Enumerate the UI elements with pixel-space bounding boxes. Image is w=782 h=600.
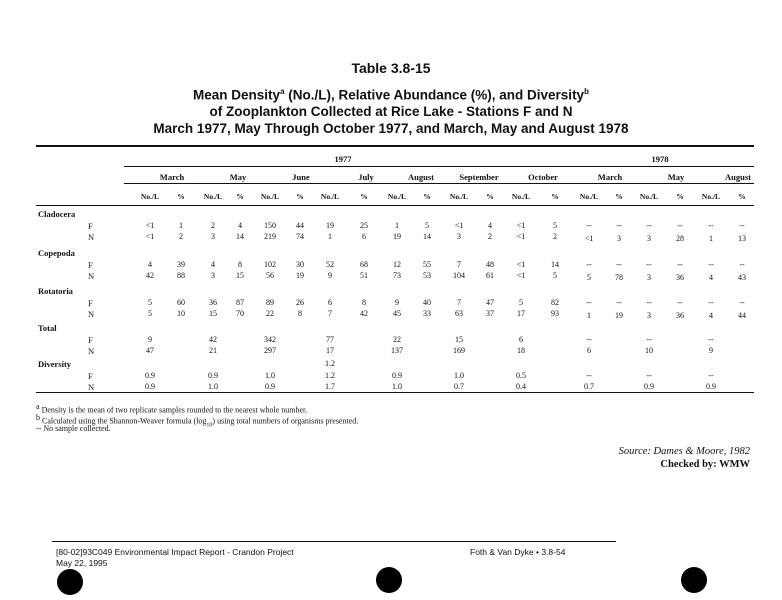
table-cell: 7	[457, 260, 461, 269]
column-subheader: %	[551, 192, 559, 201]
table-cell: 8	[298, 309, 302, 318]
year-1978: 1978	[651, 154, 669, 164]
table-cell: --	[586, 298, 592, 307]
column-subheader: %	[486, 192, 494, 201]
month-header: August	[408, 172, 434, 182]
table-cell: 297	[264, 346, 276, 355]
table-cell: 56	[266, 271, 274, 280]
table-cell: 88	[177, 271, 185, 280]
binder-hole-left	[57, 569, 83, 595]
column-subheader: No./L	[449, 192, 469, 201]
table-cell: 3	[647, 311, 651, 320]
table-cell: 89	[266, 298, 274, 307]
month-header: October	[528, 172, 558, 182]
table-cell: 8	[362, 298, 366, 307]
table-cell: 1.0	[208, 382, 218, 391]
table-cell: 1.0	[454, 371, 464, 380]
table-cell: 1	[709, 234, 713, 243]
table-cell: 26	[296, 298, 304, 307]
table-cell: 15	[455, 335, 463, 344]
year-rule	[124, 166, 754, 167]
table-cell: 15	[236, 271, 244, 280]
column-subheader: No./L	[701, 192, 721, 201]
table-cell: 1.0	[265, 371, 275, 380]
row-label: N	[88, 382, 95, 392]
table-title-line-3: March 1977, May Through October 1977, and March, May and August 1978	[153, 121, 629, 136]
month-rule	[124, 183, 754, 184]
year-1977: 1977	[334, 154, 352, 164]
table-cell: <1	[145, 221, 155, 230]
table-cell: --	[677, 298, 683, 307]
row-label: F	[88, 221, 93, 231]
table-cell: <1	[516, 232, 526, 241]
table-cell: 22	[393, 335, 401, 344]
table-cell: 43	[738, 273, 746, 282]
footer-page: Foth & Van Dyke • 3.8-54	[470, 547, 566, 557]
column-subheader: No./L	[511, 192, 531, 201]
source-note: Source: Dames & Moore, 1982	[618, 446, 750, 457]
table-cell: 19	[393, 232, 401, 241]
table-cell: 19	[296, 271, 304, 280]
table-cell: 82	[551, 298, 559, 307]
table-cell: --	[708, 221, 714, 230]
row-label: F	[88, 298, 93, 308]
row-group-label: Cladocera	[38, 209, 76, 219]
checked-by: Checked by: WMW	[660, 459, 750, 470]
table-cell: 17	[517, 309, 525, 318]
binder-hole-right	[681, 567, 707, 593]
table-cell: --	[616, 260, 622, 269]
table-cell: 1.0	[392, 382, 402, 391]
month-header: September	[459, 172, 499, 182]
table-cell: 77	[326, 335, 334, 344]
month-header: March	[597, 172, 623, 182]
table-cell: --	[616, 221, 622, 230]
table-cell: 4	[709, 273, 713, 282]
month-header: June	[292, 172, 310, 182]
table-cell: <1	[516, 271, 526, 280]
table-cell: 1.2	[325, 359, 335, 368]
binder-hole-center	[376, 567, 402, 593]
month-header: August	[725, 172, 751, 182]
table-cell: 14	[551, 260, 559, 269]
table-cell: --	[708, 335, 714, 344]
table-cell: 5	[148, 309, 152, 318]
row-label: F	[88, 335, 93, 345]
table-cell: 1.2	[325, 371, 335, 380]
table-cell: 51	[360, 271, 368, 280]
table-cell: 2	[211, 221, 215, 230]
table-cell: --	[616, 298, 622, 307]
table-cell: --	[646, 260, 652, 269]
table-cell: --	[586, 335, 592, 344]
row-label: F	[88, 260, 93, 270]
table-cell: --	[646, 371, 652, 380]
table-cell: --	[739, 221, 745, 230]
table-cell: 87	[236, 298, 244, 307]
table-cell: 2	[179, 232, 183, 241]
table-cell: 1.7	[325, 382, 335, 391]
table-cell: 73	[393, 271, 401, 280]
table-cell: 30	[296, 260, 304, 269]
column-subheader: No./L	[639, 192, 659, 201]
table-cell: 42	[360, 309, 368, 318]
month-header: May	[667, 172, 685, 182]
table-cell: 15	[209, 309, 217, 318]
table-cell: 7	[328, 309, 332, 318]
table-cell: --	[646, 298, 652, 307]
table-cell: 7	[457, 298, 461, 307]
table-cell: 2	[488, 232, 492, 241]
table-cell: 1	[587, 311, 591, 320]
column-subheader: No./L	[320, 192, 340, 201]
table-cell: 6	[362, 232, 366, 241]
table-cell: 14	[236, 232, 244, 241]
table-cell: 4	[238, 221, 242, 230]
table-cell: 4	[148, 260, 152, 269]
table-cell: 1	[395, 221, 399, 230]
column-subheader: %	[296, 192, 304, 201]
column-subheader: No./L	[260, 192, 280, 201]
table-cell: 4	[709, 311, 713, 320]
table-cell: 36	[209, 298, 217, 307]
table-cell: 10	[645, 346, 653, 355]
table-cell: 5	[519, 298, 523, 307]
table-cell: 42	[209, 335, 217, 344]
table-cell: 12	[393, 260, 401, 269]
row-label: F	[88, 371, 93, 381]
table-cell: 40	[423, 298, 431, 307]
table-cell: 42	[146, 271, 154, 280]
month-header: July	[358, 172, 374, 182]
table-cell: 28	[676, 234, 684, 243]
table-cell: 45	[393, 309, 401, 318]
table-cell: 36	[676, 273, 684, 282]
column-subheader: No./L	[579, 192, 599, 201]
table-cell: 3	[647, 273, 651, 282]
table-cell: 342	[264, 335, 276, 344]
table-cell: 0.9	[706, 382, 716, 391]
table-cell: 39	[177, 260, 185, 269]
table-cell: 0.9	[644, 382, 654, 391]
table-cell: 9	[395, 298, 399, 307]
table-cell: 36	[676, 311, 684, 320]
table-cell: --	[739, 298, 745, 307]
table-cell: --	[708, 371, 714, 380]
table-cell: 0.4	[516, 382, 526, 391]
table-cell: --	[708, 298, 714, 307]
table-cell: 48	[486, 260, 494, 269]
table-number: Table 3.8-15	[351, 60, 431, 76]
month-header: May	[229, 172, 247, 182]
table-cell: 68	[360, 260, 368, 269]
table-cell: <1	[145, 232, 155, 241]
table-cell: 22	[266, 309, 274, 318]
footnote-b: $^b$ Calculated using the Shannon-Weaver formula $(\log_{10})$ using total numbers of organisms presented.	[36, 413, 359, 429]
table-cell: 104	[453, 271, 465, 280]
row-group-label: Diversity	[38, 359, 72, 369]
table-cell: 0.9	[392, 371, 402, 380]
table-cell: 1	[179, 221, 183, 230]
row-label: N	[88, 309, 95, 319]
table-cell: 78	[615, 273, 623, 282]
row-label: N	[88, 271, 95, 281]
column-subheader: %	[738, 192, 746, 201]
table-cell: 169	[453, 346, 465, 355]
table-cell: 9	[709, 346, 713, 355]
table-cell: 18	[517, 346, 525, 355]
table-cell: 44	[738, 311, 746, 320]
table-cell: 6	[328, 298, 332, 307]
table-cell: 150	[264, 221, 276, 230]
table-cell: 0.7	[454, 382, 464, 391]
table-top-rule	[36, 145, 754, 147]
table-cell: --	[739, 260, 745, 269]
table-cell: 3	[211, 232, 215, 241]
table-cell: 47	[146, 346, 154, 355]
table-cell: 10	[177, 309, 185, 318]
table-cell: 74	[296, 232, 304, 241]
footer-project: [80-02]93C049 Environmental Impact Report - Crandon Project	[56, 547, 294, 557]
table-cell: 61	[486, 271, 494, 280]
table-cell: 8	[238, 260, 242, 269]
table-cell: 52	[326, 260, 334, 269]
table-cell: --	[646, 221, 652, 230]
table-cell: 55	[423, 260, 431, 269]
table-cell: 93	[551, 309, 559, 318]
table-cell: --	[677, 221, 683, 230]
table-cell: 19	[615, 311, 623, 320]
header-bottom-rule	[36, 205, 754, 206]
table-cell: 5	[553, 271, 557, 280]
column-subheader: No./L	[203, 192, 223, 201]
column-subheader: %	[615, 192, 623, 201]
table-cell: --	[586, 371, 592, 380]
month-header: March	[159, 172, 185, 182]
table-cell: 63	[455, 309, 463, 318]
table-cell: 3	[617, 234, 621, 243]
table-cell: 3	[211, 271, 215, 280]
table-cell: 5	[587, 273, 591, 282]
table-cell: <1	[516, 221, 526, 230]
footnote-a: $^a$ Density is the mean of two replicate samples rounded to the nearest whole number.	[36, 402, 308, 415]
table-cell: <1	[454, 221, 464, 230]
table-cell: --	[708, 260, 714, 269]
footer-date: May 22, 1995	[56, 558, 108, 568]
column-subheader: %	[423, 192, 431, 201]
table-cell: 0.9	[145, 382, 155, 391]
table-cell: <1	[584, 234, 594, 243]
table-cell: 6	[587, 346, 591, 355]
table-title-line-2: of Zooplankton Collected at Rice Lake - Stations F and N	[209, 104, 573, 119]
table-cell: 0.5	[516, 371, 526, 380]
table-cell: 9	[148, 335, 152, 344]
table-cell: 5	[553, 221, 557, 230]
table-cell: 1	[328, 232, 332, 241]
table-cell: 19	[326, 221, 334, 230]
table-cell: <1	[516, 260, 526, 269]
column-subheader: %	[676, 192, 684, 201]
table-title-line-1: Mean Density$^a$ (No./L), Relative Abundance (%), and Diversity$^b$	[193, 87, 589, 103]
table-cell: 17	[326, 346, 334, 355]
table-cell: 5	[425, 221, 429, 230]
row-group-label: Total	[38, 323, 57, 333]
table-cell: 219	[264, 232, 276, 241]
row-label: N	[88, 232, 95, 242]
table-cell: 4	[211, 260, 215, 269]
table-cell: --	[646, 335, 652, 344]
table-cell: 25	[360, 221, 368, 230]
table-cell: 47	[486, 298, 494, 307]
table-cell: 70	[236, 309, 244, 318]
table-cell: 4	[488, 221, 492, 230]
table-cell: 0.7	[584, 382, 594, 391]
column-subheader: No./L	[140, 192, 160, 201]
table-cell: 21	[209, 346, 217, 355]
table-cell: 60	[177, 298, 185, 307]
table-bottom-rule	[36, 392, 754, 393]
table-cell: 9	[328, 271, 332, 280]
table-cell: --	[586, 221, 592, 230]
column-subheader: %	[177, 192, 185, 201]
table-cell: 13	[738, 234, 746, 243]
row-label: N	[88, 346, 95, 356]
footer-rule	[52, 541, 616, 542]
row-group-label: Rotatoria	[38, 286, 73, 296]
column-subheader: %	[236, 192, 244, 201]
row-group-label: Copepoda	[38, 248, 75, 258]
footnote-dash: -- No sample collected.	[36, 424, 111, 433]
table-cell: 37	[486, 309, 494, 318]
table-cell: 6	[519, 335, 523, 344]
table-cell: 3	[457, 232, 461, 241]
table-cell: 14	[423, 232, 431, 241]
table-cell: 0.9	[265, 382, 275, 391]
table-cell: 137	[391, 346, 403, 355]
table-cell: 2	[553, 232, 557, 241]
table-cell: 5	[148, 298, 152, 307]
table-cell: 33	[423, 309, 431, 318]
column-subheader: %	[360, 192, 368, 201]
table-cell: --	[586, 260, 592, 269]
table-cell: 0.9	[145, 371, 155, 380]
table-cell: 44	[296, 221, 304, 230]
table-cell: 0.9	[208, 371, 218, 380]
table-cell: 3	[647, 234, 651, 243]
table-cell: --	[677, 260, 683, 269]
table-cell: 53	[423, 271, 431, 280]
column-subheader: No./L	[387, 192, 407, 201]
table-cell: 102	[264, 260, 276, 269]
